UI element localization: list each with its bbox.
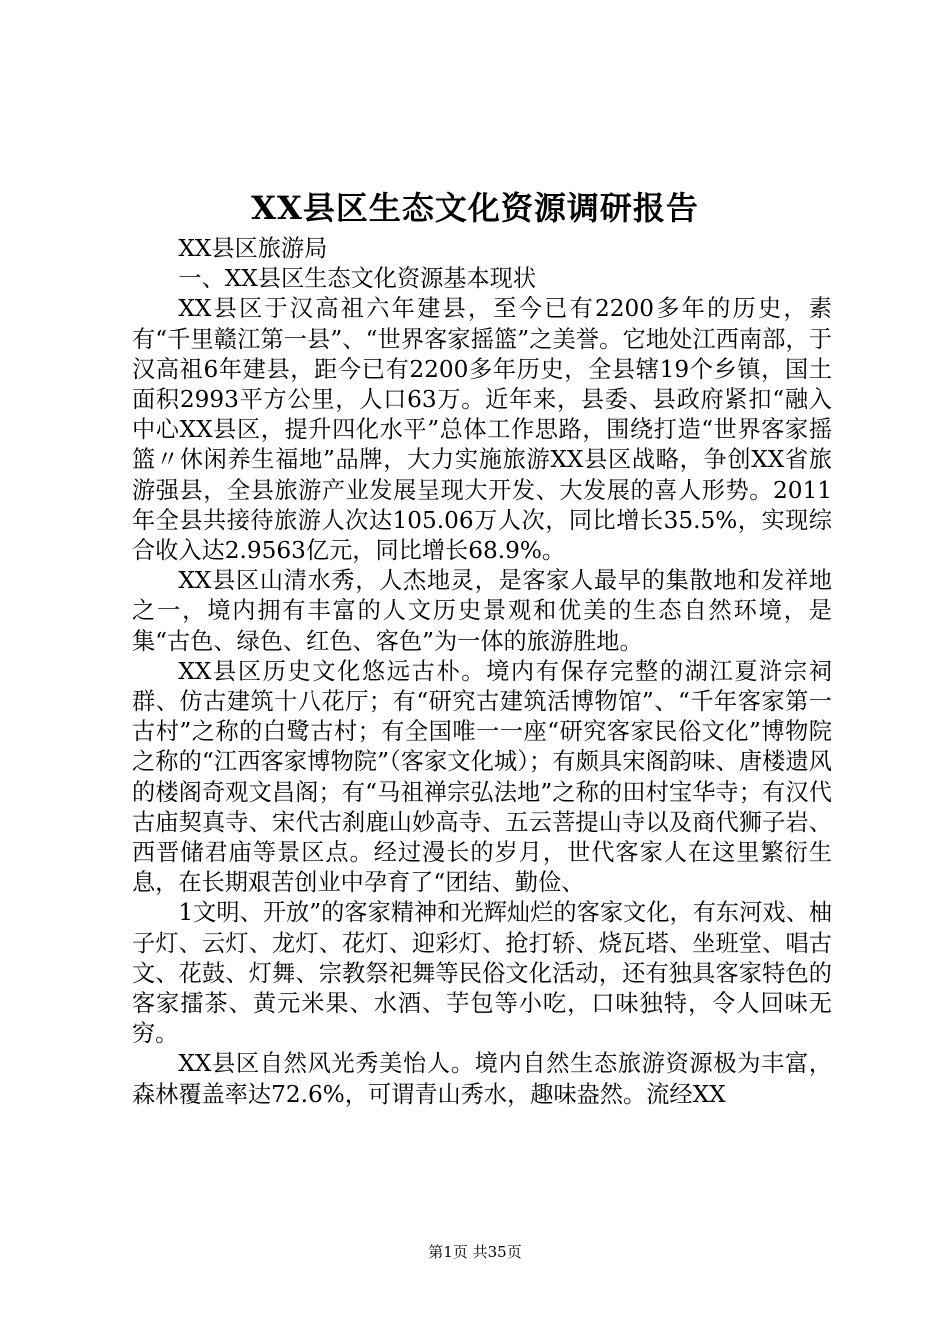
- body-paragraph: XX县区自然风光秀美怡人。境内自然生态旅游资源极为丰富，森林覆盖率达72.6%，可谓青山秀水，趣味盎然。流经XX: [132, 1050, 832, 1108]
- body-paragraph: XX县区历史文化悠远古朴。境内有保存完整的湖江夏浒宗祠群、仿古建筑十八花厅；有“研究古建筑活博物馆”、“千年客家第一古村”之称的白鹭古村；有全国唯一一座“研究客家民俗文化”博物院之称的“江西客家博物院”（客家文化城）；有颇具宋阁韵味、唐楼遗风的楼阁奇观文昌阁；有“马祖禅宗弘法地”之称的田村宝华寺；有汉代古庙契真寺、宋代古刹鹿山妙高寺、五云菩提山寺以及商代狮子岩、西晋储君庙等景区点。经过漫长的岁月，世代客家人在这里繁衍生息，在长期艰苦创业中孕育了“团结、勤俭、: [132, 657, 832, 897]
- body-paragraph: XX县区山清水秀，人杰地灵，是客家人最早的集散地和发祥地之一，境内拥有丰富的人文历史景观和优美的生态自然环境，是集“古色、绿色、红色、客色”为一体的旅游胜地。: [132, 567, 832, 655]
- document-title: XX县区生态文化资源调研报告: [251, 189, 699, 227]
- page-number-footer: 第1页 共35页: [428, 1243, 522, 1261]
- author-line: XX县区旅游局: [178, 235, 328, 262]
- section-heading: 一、XX县区生态文化资源基本现状: [178, 265, 537, 293]
- document-body: [132, 234, 832, 1110]
- body-paragraph: 1文明、开放”的客家精神和光辉灿烂的客家文化，有东河戏、柚子灯、云灯、龙灯、花灯、迎彩灯、抢打轿、烧瓦塔、坐班堂、唱古文、花鼓、灯舞、宗教祭祀舞等民俗文化活动，还有独具客家特色的客家擂茶、黄元米果、水酒、芋包等小吃，口味独特，令人回味无穷。: [132, 899, 832, 1048]
- body-paragraph: XX县区于汉高祖六年建县，至今已有2200多年的历史，素有“千里赣江第一县”、“世界客家摇篮”之美誉。它地处江西南部，于汉高祖6年建县，距今已有2200多年历史，全县辖19个乡镇，国土面积2993平方公里，人口63万。近年来，县委、县政府紧扣“融入中心XX县区，提升四化水平”总体工作思路，围绕打造“世界客家摇篮〃休闲养生福地”品牌，大力实施旅游XX县区战略，争创XX省旅游强县，全县旅游产业发展呈现大开发、大发展的喜人形势。2011年全县共接待旅游人次达105.06万人次，同比增长35.5%，实现综合收入达2.9563亿元，同比增长68.9%。: [132, 295, 832, 565]
